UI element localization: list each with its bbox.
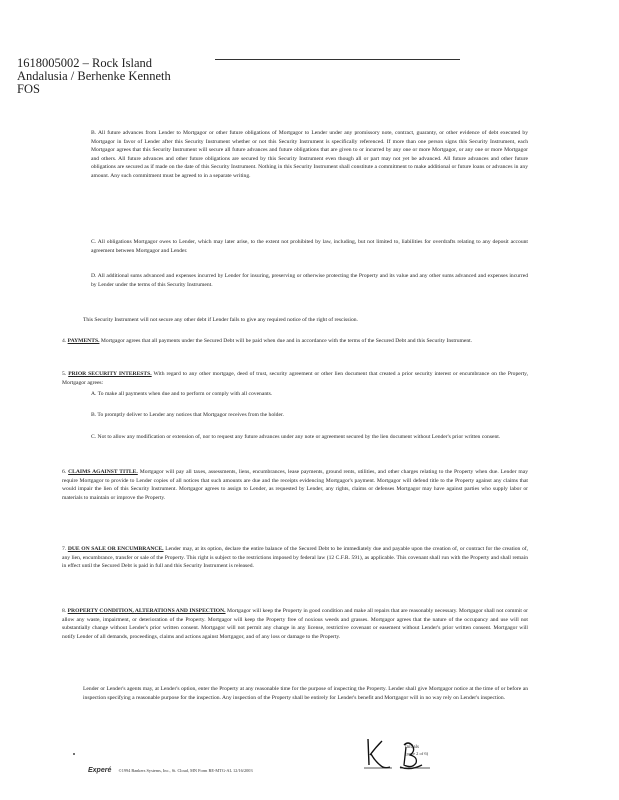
section-4 [62,337,528,346]
section-7-number: 7. [62,546,67,552]
section-5-number: 5. [62,371,67,377]
section-5-title: PRIOR SECURITY INTERESTS. [68,371,152,377]
section-5a [91,390,528,399]
section-b-text: B. All future advances from Lender to Mortgagor or other future obligations of Mortgagor to Lender under any promissory note, contract, guaranty, or other evidence of debt executed by Mortgagor in favor of Lender after this Security Instrument whether or not this Security Instrument is specifically referenced. If more than one person signs this Security Instrument, each Mortgagor agrees that this Security Instrument will secure all future advances and future obligations that are given to or incurred by any one or more Mortgagor, or any one or more Mortgagor and others. All future advances and other future obligations are secured by this Security Instrument even though all or part may not yet be advanced. All future advances and other future obligations are secured as if made on the date of this Security Instrument. Nothing in this Security Instrument shall constitute a commitment to make additional or future loans or advances in any amount. Any such commitment must be agreed to in a separate writing. [91,130,528,179]
rescission-notice-text: This Security Instrument will not secure any other debt if Lender fails to give any required notice of the right of rescission. [83,317,358,323]
document-header [17,57,171,96]
section-7 [62,545,528,571]
rescission-notice [83,316,528,325]
section-7-title: DUE ON SALE OR ENCUMBRANCE. [67,546,164,552]
section-4-number: 4. [62,338,67,344]
header-rule [215,59,460,60]
section-8-inspection [83,685,528,702]
borrower-line: Andalusia / Berhenke Kenneth [17,69,171,83]
section-8 [62,607,528,641]
section-6-number: 6. [62,469,67,475]
section-5c-text: C. Not to allow any modification or extension of, nor to request any future advances under any note or agreement secured by the lien document without Lender's prior written consent. [91,434,501,440]
initials-signatures [360,735,435,775]
section-4-title: PAYMENTS. [67,338,100,344]
section-5-body: With regard to any other mortgage, deed of trust, security agreement or other lien document that created a prior security interest or encumbrance on the Property, Mortgagor agrees: [62,371,528,386]
section-5b [91,411,528,420]
section-4-body: Mortgagor agrees that all payments under the Secured Debt will be paid when due and in accordance with the terms of the Secured Debt and this Security Instrument. [100,338,473,344]
section-8-title: PROPERTY CONDITION, ALTERATIONS AND INSPECTION. [67,608,226,614]
margin-dot [73,753,75,755]
section-c-text: C. All obligations Mortgagor owes to Lender, which may later arise, to the extent not prohibited by law, including, but not limited to, liabilities for overdrafts relating to any deposit account agreement between Mortgagor and Lender. [91,239,528,254]
footer-copyright: ©1994 Bankers Systems, Inc., St. Cloud, MN Form RE-MTG-AL 12/16/2003 [118,768,253,773]
initials-b [400,743,422,769]
section-6-body: Mortgagor will pay all taxes, assessments, liens, encumbrances, lease payments, ground rents, utilities, and other charges relating to the Property when due. Lender may require Mortgagor to provide to Lender copies of all notices that such amounts are due and the receipts evidencing Mortgagor's payment. Mortgagor will defend title to the Property against any claims that would impair the lien of this Security Instrument. Mortgagor agrees to assign to Lender, as requested by Lender, any rights, claims or defenses Mortgagor may have against parties who supply labor or materials to maintain or improve the Property. [62,469,528,501]
initials-label: Initials (page 2 of 6) [405,745,429,756]
footer-logo: Experé [88,767,112,774]
section-d [91,272,528,289]
section-5a-text: A. To make all payments when due and to perform or comply with all covenants. [91,391,273,397]
loan-number-line: 1618005002 – Rock Island [17,56,153,70]
section-8-body: Mortgagor will keep the Property in good condition and make all repairs that are reasonably necessary. Mortgagor shall not commit or allow any waste, impairment, or deterioration of the Property. Mortgagor will keep the Property free of noxious weeds and grasses. Mortgagor agrees that the nature of the occupancy and use will not substantially change without Lender's prior written consent. Mortgagor will not permit any change in any license, restrictive covenant or easement without Lender's prior written consent. Mortgagor will notify Lender of all demands, proceedings, claims and actions against Mortgagor, and of any loss or damage to the Property. [62,608,529,640]
initials-k [368,739,390,768]
section-8-number: 8. [62,608,67,614]
section-b [91,129,528,181]
footer [88,767,253,774]
section-5c [91,433,528,442]
section-5b-text: B. To promptly deliver to Lender any notices that Mortgagor receives from the holder. [91,412,284,418]
fos-line: FOS [17,82,40,96]
section-d-text: D. All additional sums advanced and expenses incurred by Lender for insuring, preserving or otherwise protecting the Property and its value and any other sums advanced and expenses incurred by Lender under the terms of this Security Instrument. [91,273,528,288]
page-number: (page 2 of 6) [405,751,429,756]
section-c [91,238,528,255]
section-8-inspection-text: Lender or Lender's agents may, at Lender's option, enter the Property at any reasonable time for the purpose of inspecting the Property. Lender shall give Mortgagor notice at the time of or before an inspection specifying a reasonable purpose for the inspection. Any inspection of the Property shall be entirely for Lender's benefit and Mortgagor will in no way rely on Lender's inspection. [83,686,528,701]
section-7-body: Lender may, at its option, declare the entire balance of the Secured Debt to be immediately due and payable upon the creation of, or contract for the creation of, any lien, encumbrance, transfer or sale of the Property. This right is subject to the restrictions imposed by federal law (12 C.F.R. 591), as applicable. This covenant shall run with the Property and shall remain in effect until the Secured Debt is paid in full and this Security Instrument is released. [62,546,529,570]
section-6 [62,468,528,502]
section-5 [62,370,528,387]
section-6-title: CLAIMS AGAINST TITLE. [68,469,138,475]
